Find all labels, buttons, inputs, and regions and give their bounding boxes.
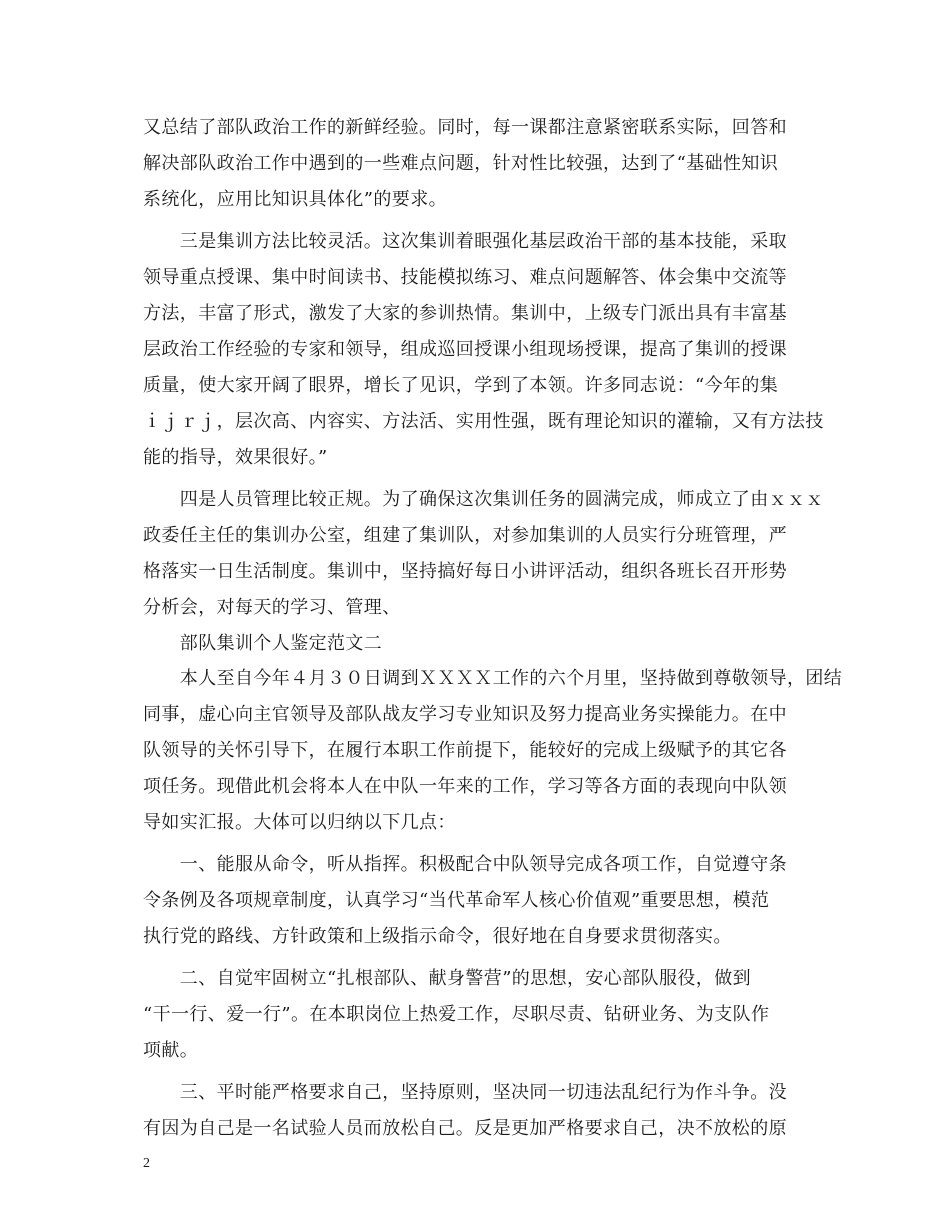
text-line: 令条例及各项规章制度，认真学习“当代革命军人核心价值观”重要思想，模范: [143, 890, 770, 911]
text-line: 层政治工作经验的专家和领导，组成巡回授课小组现场授课，提高了集训的授课: [143, 339, 787, 360]
text-line: 分析会，对每天的学习、管理、: [143, 597, 401, 618]
text-line: ｉｊｒｊ，层次高、内容实、方法活、实用性强，既有理论知识的灌输，又有方法技: [143, 411, 824, 432]
text-line: 四是人员管理比较正规。为了确保这次集训任务的圆满完成，师成立了由ｘｘｘ: [143, 489, 824, 510]
text-line: 方法，丰富了形式，激发了大家的参训热情。集训中，上级专门派出具有丰富基: [143, 303, 787, 324]
page-number: 2: [143, 1156, 150, 1171]
text-line: 又总结了部队政治工作的新鲜经验。同时，每一课都注意紧密联系实际，回答和: [143, 117, 787, 138]
text-line: 项任务。现借此机会将本人在中队一年来的工作，学习等各方面的表现向中队领: [143, 776, 787, 797]
section-heading: 部队集训个人鉴定范文二: [143, 633, 383, 654]
text-line: 本人至自今年４月３０日调到ＸＸＸＸ工作的六个月里，坚持做到尊敬领导，团结: [143, 668, 843, 689]
text-line: 执行党的路线、方针政策和上级指示命令，很好地在自身要求贯彻落实。: [143, 926, 732, 947]
text-line: 格落实一日生活制度。集训中，坚持搞好每日小讲评活动，组织各班长召开形势: [143, 561, 787, 582]
text-line: 一、能服从命令，听从指挥。积极配合中队领导完成各项工作，自觉遵守条: [143, 854, 787, 875]
text-line: 同事，虚心向主官领导及部队战友学习专业知识及努力提高业务实操能力。在中: [143, 704, 787, 725]
text-line: 系统化，应用比知识具体化”的要求。: [143, 189, 448, 210]
text-line: 队领导的关怀引导下，在履行本职工作前提下，能较好的完成上级赋予的其它各: [143, 740, 787, 761]
text-line: 解决部队政治工作中遇到的一些难点问题，针对性比较强，达到了“基础性知识: [143, 153, 779, 174]
text-line: 二、自觉牢固树立“扎根部队、献身警营”的思想，安心部队服役，做到: [143, 968, 752, 989]
text-line: 导如实汇报。大体可以归纳以下几点：: [143, 812, 456, 833]
text-line: 有因为自己是一名试验人员而放松自己。反是更加严格要求自己，决不放松的原: [143, 1118, 787, 1139]
text-line: 政委任主任的集训办公室，组建了集训队，对参加集训的人员实行分班管理，严: [143, 525, 787, 546]
text-line: 三、平时能严格要求自己，坚持原则，坚决同一切违法乱纪行为作斗争。没: [143, 1082, 787, 1103]
text-line: 三是集训方法比较灵活。这次集训着眼强化基层政治干部的基本技能，采取: [143, 231, 787, 252]
text-line: 质量，使大家开阔了眼界，增长了见识，学到了本领。许多同志说：“今年的集: [143, 375, 779, 396]
text-line: 能的指导，效果很好。”: [143, 447, 328, 468]
text-line: “干一行、爱一行”。在本职岗位上热爱工作，尽职尽责、钻研业务、为支队作: [143, 1004, 770, 1025]
text-line: 领导重点授课、集中时间读书、技能模拟练习、难点问题解答、体会集中交流等: [143, 267, 787, 288]
text-line: 项献。: [143, 1040, 199, 1061]
